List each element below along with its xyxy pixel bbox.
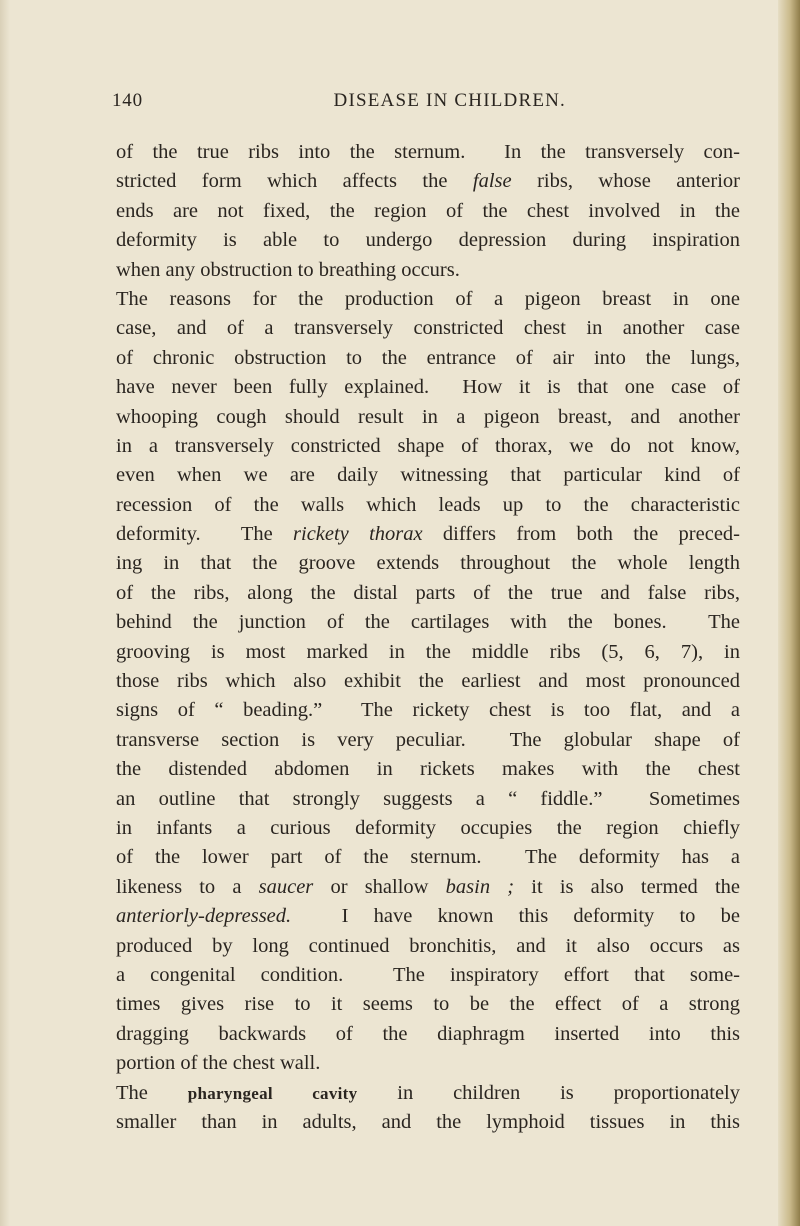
text-line: of the lower part of the sternum. The deformity has a <box>116 846 740 869</box>
text-line: the distended abdomen in rickets makes with the chest <box>116 758 740 781</box>
text-line: a congenital condition. The inspiratory effort that some- <box>116 963 740 986</box>
text-line: of the true ribs into the sternum. In the transversely con- <box>116 141 740 163</box>
text-line: in a transversely constricted shape of thorax, we do not know, <box>116 434 740 457</box>
page-right-edge <box>778 0 800 1226</box>
italic-term: saucer <box>258 875 314 898</box>
text-line: The pharyngeal cavity in children is proportionately <box>116 1081 740 1104</box>
page-number: 140 <box>112 90 143 111</box>
text-line: case, and of a transversely constricted chest in another case <box>116 317 740 340</box>
bold-term: pharyngeal cavity <box>187 1083 358 1103</box>
italic-term: false <box>472 170 512 193</box>
text-line: deformity is able to undergo depression during inspiration <box>116 229 740 252</box>
body-text <box>116 138 740 1137</box>
text-line: whooping cough should result in a pigeon breast, and another <box>116 405 740 428</box>
text-line: portion of the chest wall. <box>116 1052 321 1075</box>
text-line: anteriorly-depressed. I have known this deformity to be <box>116 905 740 928</box>
text-line: of the ribs, along the distal parts of the true and false ribs, <box>116 581 740 604</box>
text-line: produced by long continued bronchitis, and it also occurs as <box>116 934 740 957</box>
text-line: dragging backwards of the diaphragm inserted into this <box>116 1022 740 1045</box>
text-line: signs of “ beading.” The rickety chest is too flat, and a <box>116 699 740 722</box>
text-line: ing in that the groove extends throughout the whole length <box>116 552 740 575</box>
text-line: transverse section is very peculiar. The globular shape of <box>116 728 740 751</box>
running-head: DISEASE IN CHILDREN. <box>333 90 566 111</box>
text-line: deformity. The rickety thorax differs from both the preced- <box>116 523 740 546</box>
text-line: smaller than in adults, and the lymphoid tissues in this <box>116 1110 740 1133</box>
text-line: even when we are daily witnessing that particular kind of <box>116 464 740 487</box>
page-left-edge <box>0 0 10 1226</box>
text-line: behind the junction of the cartilages with the bones. The <box>116 611 740 634</box>
text-line: an outline that strongly suggests a “ fiddle.” Sometimes <box>116 787 740 810</box>
italic-term: basin ; <box>445 875 515 898</box>
text-line: likeness to a saucer or shallow basin ; it is also termed the <box>116 875 741 898</box>
text-line: when any obstruction to breathing occurs. <box>116 258 460 281</box>
italic-term: rickety thorax <box>293 523 423 546</box>
text-line: have never been fully explained. How it is that one case of <box>116 376 740 399</box>
text-line: of chronic obstruction to the entrance of air into the lungs, <box>116 346 740 369</box>
text-line: recession of the walls which leads up to the characteristic <box>116 493 740 516</box>
page-header <box>112 90 566 118</box>
text-line: times gives rise to it seems to be the effect of a strong <box>116 993 740 1016</box>
text-line: ends are not fixed, the region of the chest involved in the <box>116 199 740 222</box>
text-line: The reasons for the production of a pigeon breast in one <box>116 287 740 310</box>
text-line: grooving is most marked in the middle ribs (5, 6, 7), in <box>116 640 740 663</box>
text-line: those ribs which also exhibit the earliest and most pronounced <box>116 670 740 693</box>
text-line: in infants a curious deformity occupies the region chiefly <box>116 816 740 839</box>
italic-term: anteriorly-depressed. <box>116 905 292 928</box>
text-line: stricted form which affects the false ribs, whose anterior <box>116 170 740 193</box>
